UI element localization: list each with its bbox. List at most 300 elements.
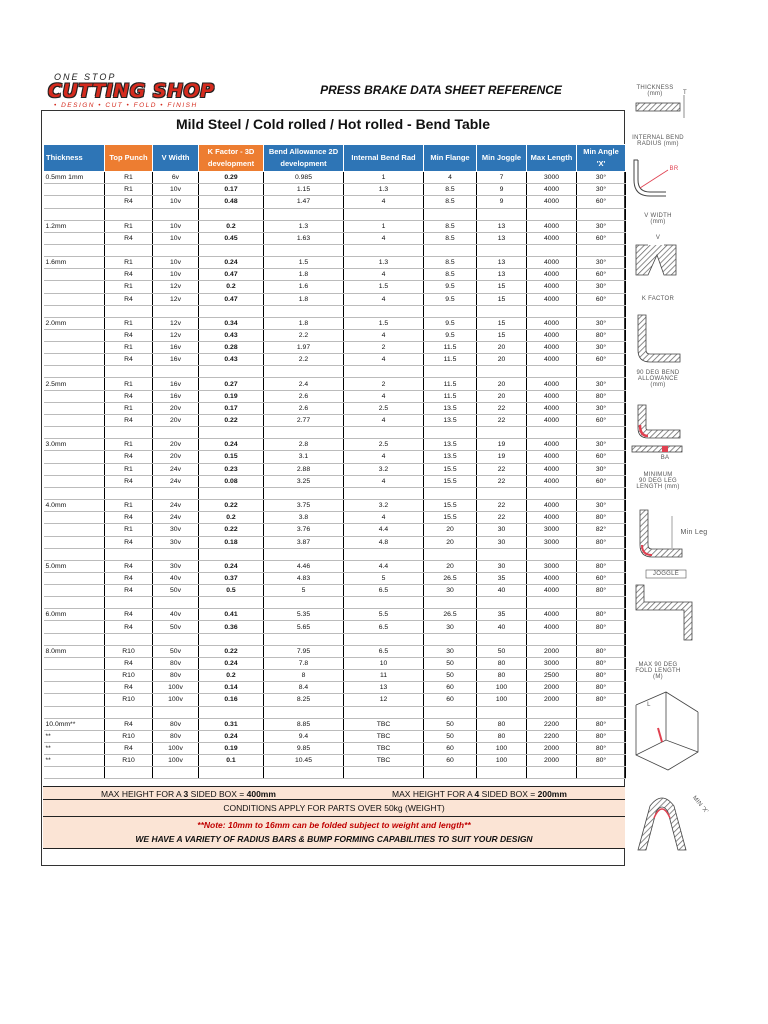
table-cell: 15 [477, 281, 527, 293]
table-cell: R4 [105, 293, 153, 305]
table-cell: 4000 [527, 572, 577, 584]
table-cell: 80° [577, 694, 626, 706]
table-cell: TBC [344, 755, 424, 767]
table-cell: 0.17 [199, 184, 264, 196]
table-cell [477, 305, 527, 317]
table-cell: 10v [153, 232, 199, 244]
table-cell: 24v [153, 512, 199, 524]
page-title: PRESS BRAKE DATA SHEET REFERENCE [320, 83, 562, 97]
table-cell: 4000 [527, 342, 577, 354]
table-cell [44, 354, 105, 366]
table-body [44, 172, 626, 779]
table-cell: 15 [477, 293, 527, 305]
table-row [44, 585, 626, 597]
table-cell: 8.5 [424, 196, 477, 208]
table-cell: 8.0mm [44, 645, 105, 657]
column-header: Internal Bend Rad [344, 145, 424, 172]
table-cell: 7.95 [264, 645, 344, 657]
table-cell: 11.5 [424, 378, 477, 390]
table-cell: 12v [153, 317, 199, 329]
table-cell: 22 [477, 499, 527, 511]
table-cell [105, 767, 153, 779]
table-cell: 0.2 [199, 512, 264, 524]
spacer-row [44, 487, 626, 499]
table-cell: 20v [153, 439, 199, 451]
table-row [44, 694, 626, 706]
max-height-3-sided: MAX HEIGHT FOR A 3 SIDED BOX = 400mm [101, 789, 276, 799]
table-cell [44, 281, 105, 293]
table-cell: R4 [105, 718, 153, 730]
table-cell [527, 244, 577, 256]
table-cell [527, 706, 577, 718]
spacer-row [44, 633, 626, 645]
table-cell [264, 706, 344, 718]
table-cell: 6.5 [344, 585, 424, 597]
v-label: V [655, 235, 661, 241]
table-cell [153, 706, 199, 718]
table-cell [577, 548, 626, 560]
table-cell: 10.0mm** [44, 718, 105, 730]
table-cell: 60° [577, 354, 626, 366]
table-cell: ** [44, 755, 105, 767]
table-cell: 4 [424, 172, 477, 184]
table-cell: 3000 [527, 536, 577, 548]
table-cell [527, 767, 577, 779]
table-cell: 30° [577, 256, 626, 268]
table-cell: R4 [105, 621, 153, 633]
table-cell [153, 208, 199, 220]
table-cell: 30° [577, 402, 626, 414]
table-cell: 13 [477, 269, 527, 281]
table-cell [44, 657, 105, 669]
table-cell: 13 [477, 232, 527, 244]
spacer-row [44, 244, 626, 256]
table-cell: TBC [344, 742, 424, 754]
spacer-row [44, 208, 626, 220]
table-cell: 8 [264, 670, 344, 682]
table-cell: 13.5 [424, 415, 477, 427]
table-row [44, 536, 626, 548]
table-cell: 1.15 [264, 184, 344, 196]
logo-tagline: • DESIGN • CUT • FOLD • FINISH [54, 102, 198, 109]
table-row [44, 670, 626, 682]
table-cell: 60 [424, 682, 477, 694]
table-cell: 50 [424, 670, 477, 682]
table-cell: 0.2 [199, 220, 264, 232]
thickness-plate-icon [636, 103, 680, 111]
table-cell: 9.5 [424, 317, 477, 329]
spacer-row [44, 548, 626, 560]
table-row [44, 609, 626, 621]
table-cell: 1.6 [264, 281, 344, 293]
table-cell: 30v [153, 524, 199, 536]
table-cell: 0.45 [199, 232, 264, 244]
table-cell: 80° [577, 730, 626, 742]
table-cell: 60° [577, 232, 626, 244]
table-cell: 60° [577, 475, 626, 487]
table-cell [264, 366, 344, 378]
table-cell: 30° [577, 342, 626, 354]
table-cell [344, 548, 424, 560]
table-cell [44, 390, 105, 402]
table-cell [44, 475, 105, 487]
table-cell [105, 548, 153, 560]
table-cell: 0.2 [199, 670, 264, 682]
table-cell: 2.2 [264, 354, 344, 366]
table-cell: 50 [424, 730, 477, 742]
column-header: Thickness [44, 145, 105, 172]
table-cell: 11 [344, 670, 424, 682]
table-cell: 9.5 [424, 293, 477, 305]
table-cell: 2000 [527, 742, 577, 754]
table-cell: 13 [344, 682, 424, 694]
table-cell: 4000 [527, 499, 577, 511]
table-cell: 2.4 [264, 378, 344, 390]
table-cell: 4 [344, 329, 424, 341]
table-cell: 80° [577, 560, 626, 572]
table-cell: 30° [577, 463, 626, 475]
table-cell: 100v [153, 755, 199, 767]
table-row [44, 390, 626, 402]
table-cell: 30° [577, 184, 626, 196]
table-cell [477, 427, 527, 439]
table-cell: 1.47 [264, 196, 344, 208]
t-label: T [683, 90, 687, 96]
table-row [44, 621, 626, 633]
table-row [44, 657, 626, 669]
table-row [44, 378, 626, 390]
table-cell [577, 427, 626, 439]
thickness-label: THICKNESS (mm) [636, 85, 674, 97]
table-cell [477, 706, 527, 718]
table-cell: 0.5mm 1mm [44, 172, 105, 184]
table-cell: R4 [105, 390, 153, 402]
table-cell [477, 208, 527, 220]
column-header: Min Flange [424, 145, 477, 172]
table-cell: 4000 [527, 463, 577, 475]
table-cell: 20v [153, 415, 199, 427]
table-cell: 8.5 [424, 184, 477, 196]
table-cell [44, 269, 105, 281]
table-cell: R1 [105, 256, 153, 268]
table-cell: 35 [477, 572, 527, 584]
table-cell [44, 694, 105, 706]
table-cell [264, 633, 344, 645]
table-cell: 30 [477, 536, 527, 548]
table-cell [477, 767, 527, 779]
table-cell: R4 [105, 657, 153, 669]
table-cell [344, 487, 424, 499]
table-cell: 80° [577, 390, 626, 402]
table-cell: 20 [477, 378, 527, 390]
table-cell [577, 597, 626, 609]
table-cell: 4000 [527, 621, 577, 633]
table-cell [199, 633, 264, 645]
table-cell [153, 633, 199, 645]
spacer-row [44, 305, 626, 317]
table-cell [44, 244, 105, 256]
table-cell: 2.8 [264, 439, 344, 451]
table-cell: 3.87 [264, 536, 344, 548]
diagram-column [628, 80, 738, 860]
table-cell: 4 [344, 293, 424, 305]
table-cell: 5.65 [264, 621, 344, 633]
table-cell: 4000 [527, 475, 577, 487]
table-cell: 60 [424, 742, 477, 754]
table-cell: 60° [577, 415, 626, 427]
company-logo [46, 72, 236, 112]
table-cell [344, 305, 424, 317]
k-factor-icon [638, 315, 680, 362]
table-cell [153, 305, 199, 317]
table-cell: 2500 [527, 670, 577, 682]
table-cell: 4000 [527, 184, 577, 196]
table-cell: 0.47 [199, 269, 264, 281]
table-cell: 1.6mm [44, 256, 105, 268]
table-cell [44, 633, 105, 645]
table-cell [44, 366, 105, 378]
table-cell: R10 [105, 694, 153, 706]
table-cell: 5.35 [264, 609, 344, 621]
table-cell: 30° [577, 172, 626, 184]
table-cell: 80 [477, 657, 527, 669]
table-cell: 13.5 [424, 451, 477, 463]
table-cell: 10v [153, 256, 199, 268]
table-cell: 9.4 [264, 730, 344, 742]
column-header: K Factor - 3D development [199, 145, 264, 172]
table-cell: R1 [105, 317, 153, 329]
table-cell: 100 [477, 755, 527, 767]
table-cell: 10v [153, 269, 199, 281]
table-cell [199, 427, 264, 439]
table-cell [44, 682, 105, 694]
table-cell: 5.0mm [44, 560, 105, 572]
table-cell: 4 [344, 232, 424, 244]
table-row [44, 439, 626, 451]
table-cell: R1 [105, 172, 153, 184]
table-cell: ** [44, 730, 105, 742]
table-row [44, 524, 626, 536]
table-cell: R4 [105, 560, 153, 572]
table-cell: 22 [477, 415, 527, 427]
table-cell: R4 [105, 682, 153, 694]
table-cell: 1.3 [344, 256, 424, 268]
table-cell [105, 208, 153, 220]
table-cell: 0.08 [199, 475, 264, 487]
table-row [44, 354, 626, 366]
table-row [44, 342, 626, 354]
table-cell [477, 548, 527, 560]
table-cell [527, 633, 577, 645]
table-cell: R1 [105, 524, 153, 536]
table-cell [344, 427, 424, 439]
table-cell: 0.14 [199, 682, 264, 694]
table-cell: R4 [105, 536, 153, 548]
table-cell: 50v [153, 645, 199, 657]
table-cell: 16v [153, 354, 199, 366]
table-cell: R4 [105, 232, 153, 244]
table-cell [424, 366, 477, 378]
table-cell: 12 [344, 694, 424, 706]
table-cell: 2 [344, 342, 424, 354]
table-cell [344, 366, 424, 378]
table-row [44, 718, 626, 730]
k-factor-label: K FACTOR [641, 296, 675, 302]
table-row [44, 451, 626, 463]
table-cell: 4000 [527, 220, 577, 232]
table-cell: 2200 [527, 730, 577, 742]
table-cell: 4.4 [344, 524, 424, 536]
table-cell: 4.4 [344, 560, 424, 572]
table-cell: 4000 [527, 293, 577, 305]
table-cell: R4 [105, 354, 153, 366]
table-title: Mild Steel / Cold rolled / Hot rolled - Bend Table [176, 116, 490, 132]
table-cell: 0.48 [199, 196, 264, 208]
table-cell: R10 [105, 730, 153, 742]
table-cell: 100v [153, 742, 199, 754]
table-cell: 20v [153, 402, 199, 414]
table-cell: TBC [344, 718, 424, 730]
table-cell [424, 487, 477, 499]
table-cell: 4000 [527, 585, 577, 597]
table-cell [44, 621, 105, 633]
l-label: L [647, 702, 651, 708]
table-cell: 3.75 [264, 499, 344, 511]
table-cell [344, 706, 424, 718]
table-cell: 5 [264, 585, 344, 597]
table-cell: R10 [105, 755, 153, 767]
table-cell: 11.5 [424, 354, 477, 366]
table-cell [424, 427, 477, 439]
table-cell [527, 487, 577, 499]
table-cell: 22 [477, 463, 527, 475]
table-cell: 11.5 [424, 342, 477, 354]
table-cell: 4000 [527, 354, 577, 366]
table-cell: 4 [344, 451, 424, 463]
table-cell [199, 208, 264, 220]
table-row [44, 269, 626, 281]
table-cell: 19 [477, 439, 527, 451]
table-cell [344, 208, 424, 220]
max-height-4-sided: MAX HEIGHT FOR A 4 SIDED BOX = 200mm [392, 789, 567, 799]
table-cell: 100v [153, 682, 199, 694]
table-cell: 100 [477, 682, 527, 694]
table-cell: R1 [105, 220, 153, 232]
table-cell [105, 633, 153, 645]
table-cell: R1 [105, 378, 153, 390]
column-header: Max Length [527, 145, 577, 172]
table-cell: 22 [477, 402, 527, 414]
table-cell: R4 [105, 742, 153, 754]
table-cell: 30 [424, 621, 477, 633]
table-cell: 2000 [527, 682, 577, 694]
table-cell: 4000 [527, 415, 577, 427]
table-row [44, 682, 626, 694]
table-row [44, 755, 626, 767]
table-cell: 3.25 [264, 475, 344, 487]
table-cell: 6.5 [344, 621, 424, 633]
table-cell: 1.5 [344, 281, 424, 293]
table-cell [477, 487, 527, 499]
table-cell: 4000 [527, 609, 577, 621]
table-cell: R4 [105, 572, 153, 584]
table-cell: 50 [477, 645, 527, 657]
table-cell [44, 536, 105, 548]
table-cell: 0.19 [199, 742, 264, 754]
table-cell: 2000 [527, 694, 577, 706]
table-cell: 8.5 [424, 256, 477, 268]
table-cell: 20 [424, 536, 477, 548]
table-cell [105, 305, 153, 317]
table-cell [44, 767, 105, 779]
table-cell: 30° [577, 220, 626, 232]
table-cell [105, 427, 153, 439]
table-row [44, 317, 626, 329]
table-cell [199, 706, 264, 718]
table-cell: 60° [577, 451, 626, 463]
table-cell: 0.5 [199, 585, 264, 597]
table-header-row [44, 145, 626, 172]
table-row [44, 512, 626, 524]
table-cell: R4 [105, 269, 153, 281]
table-cell: 4000 [527, 378, 577, 390]
table-cell: 0.24 [199, 560, 264, 572]
table-cell: 80° [577, 742, 626, 754]
table-cell [153, 767, 199, 779]
table-cell: 1.5 [344, 317, 424, 329]
table-cell: 9.5 [424, 329, 477, 341]
table-cell: 80° [577, 609, 626, 621]
table-cell: 0.19 [199, 390, 264, 402]
table-cell [44, 463, 105, 475]
table-cell: 13.5 [424, 439, 477, 451]
table-cell: 5.5 [344, 609, 424, 621]
table-cell: 2.0mm [44, 317, 105, 329]
v-width-label: V WIDTH (mm) [644, 213, 672, 225]
table-cell: 12v [153, 329, 199, 341]
table-cell [264, 767, 344, 779]
table-row [44, 256, 626, 268]
table-cell: 0.41 [199, 609, 264, 621]
table-cell: 1 [344, 220, 424, 232]
table-cell [44, 572, 105, 584]
table-cell [527, 366, 577, 378]
table-cell [477, 244, 527, 256]
table-cell: 80v [153, 657, 199, 669]
table-cell: 4.46 [264, 560, 344, 572]
table-cell: 100v [153, 694, 199, 706]
table-cell: 2.6 [264, 402, 344, 414]
table-cell: 40v [153, 609, 199, 621]
table-cell: 15 [477, 317, 527, 329]
table-cell: 50v [153, 585, 199, 597]
table-cell [105, 244, 153, 256]
table-cell [424, 305, 477, 317]
table-row [44, 329, 626, 341]
v-die-icon [636, 245, 676, 275]
table-cell [44, 415, 105, 427]
table-cell: 10v [153, 184, 199, 196]
table-cell: R4 [105, 329, 153, 341]
internal-bend-icon [634, 160, 666, 196]
table-cell: 4 [344, 196, 424, 208]
table-cell: 8.5 [424, 232, 477, 244]
table-cell: 50 [424, 718, 477, 730]
table-cell: 4.83 [264, 572, 344, 584]
table-cell [44, 597, 105, 609]
table-cell [424, 548, 477, 560]
table-cell [264, 597, 344, 609]
